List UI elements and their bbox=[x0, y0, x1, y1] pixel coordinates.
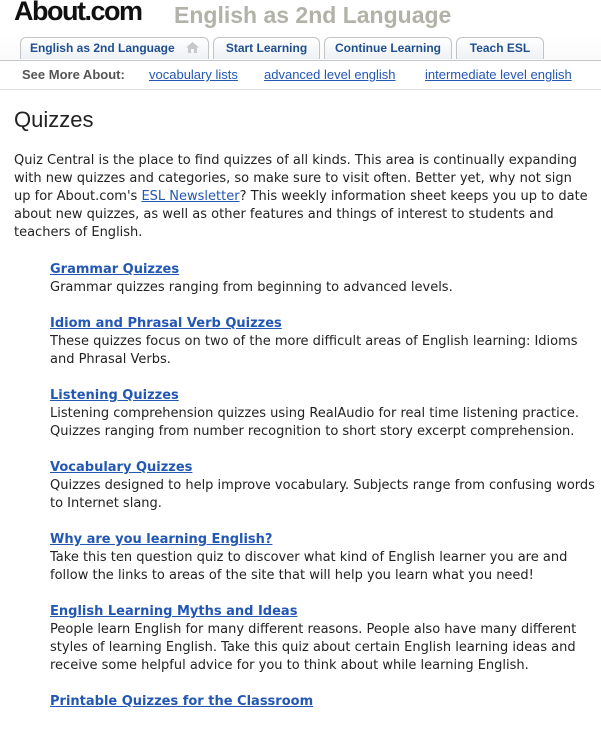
quiz-description: Quizzes designed to help improve vocabulary. Subjects range from confusing words to Internet slang. bbox=[50, 478, 595, 511]
quiz-link-myths-and-ideas[interactable]: English Learning Myths and Ideas bbox=[50, 604, 298, 619]
tab-continue-learning[interactable]: Continue Learning bbox=[324, 37, 452, 59]
see-more-bar bbox=[0, 61, 601, 90]
see-more-label: See More About: bbox=[22, 67, 125, 82]
list-item bbox=[50, 459, 595, 513]
quiz-description: These quizzes focus on two of the more difficult areas of English learning: Idioms and Phrasal Verbs. bbox=[50, 334, 578, 367]
quiz-description: People learn English for many different reasons. People also have many different styles of learning English. Take this quiz about certain English learning ideas and receive some helpful advice for you to think about while learning English. bbox=[50, 622, 577, 673]
intro-text-1: Quiz Central is the place to find quizzes of all kinds. This area is continually expanding with new quizzes and categories, so make sure to visit often. Better yet, why not sign up for About.com's bbox=[14, 153, 578, 204]
list-item bbox=[50, 693, 595, 711]
quiz-description: Grammar quizzes ranging from beginning to advanced levels. bbox=[50, 280, 453, 295]
list-item bbox=[50, 603, 595, 675]
quiz-list bbox=[50, 261, 595, 729]
quiz-description: Listening comprehension quizzes using RealAudio for real time listening practice. Quizzes ranging from number recognition to short story excerpt comprehension. bbox=[50, 406, 580, 439]
intro-paragraph bbox=[14, 152, 592, 242]
see-more-link-vocabulary-lists[interactable]: vocabulary lists bbox=[149, 67, 238, 82]
quiz-link-why-learning-english[interactable]: Why are you learning English? bbox=[50, 532, 273, 547]
quiz-link-listening[interactable]: Listening Quizzes bbox=[50, 388, 179, 403]
quiz-link-printable-classroom[interactable]: Printable Quizzes for the Classroom bbox=[50, 694, 314, 709]
quiz-link-vocabulary[interactable]: Vocabulary Quizzes bbox=[50, 460, 193, 475]
tab-teach-esl[interactable]: Teach ESL bbox=[456, 37, 544, 59]
site-title[interactable]: English as 2nd Language bbox=[174, 2, 452, 28]
list-item bbox=[50, 315, 595, 369]
esl-newsletter-link[interactable]: ESL Newsletter bbox=[141, 189, 240, 204]
list-item bbox=[50, 387, 595, 441]
nav-tabs bbox=[0, 34, 601, 61]
tab-start-learning[interactable]: Start Learning bbox=[213, 37, 320, 59]
site-header bbox=[0, 0, 601, 34]
home-icon bbox=[186, 39, 199, 59]
intro-text-2: ? This weekly information sheet keeps you up to date about new quizzes, as well as other features and things of interest to students and teachers of English. bbox=[14, 189, 588, 240]
tab-label: English as 2nd Language bbox=[29, 41, 175, 55]
quiz-link-idiom-phrasal-verb[interactable]: Idiom and Phrasal Verb Quizzes bbox=[50, 316, 282, 331]
see-more-link-intermediate-level-english[interactable]: intermediate level english bbox=[425, 67, 572, 82]
quiz-description: Take this ten question quiz to discover what kind of English learner you are and follow the links to areas of the site that will help you learn what you need! bbox=[50, 550, 568, 583]
about-logo[interactable]: About.com bbox=[14, 0, 142, 26]
quiz-link-grammar[interactable]: Grammar Quizzes bbox=[50, 262, 180, 277]
list-item bbox=[50, 261, 595, 297]
page-title: Quizzes bbox=[14, 107, 94, 132]
tab-english-as-2nd-language[interactable] bbox=[20, 37, 209, 59]
list-item bbox=[50, 531, 595, 585]
see-more-link-advanced-level-english[interactable]: advanced level english bbox=[264, 67, 396, 82]
